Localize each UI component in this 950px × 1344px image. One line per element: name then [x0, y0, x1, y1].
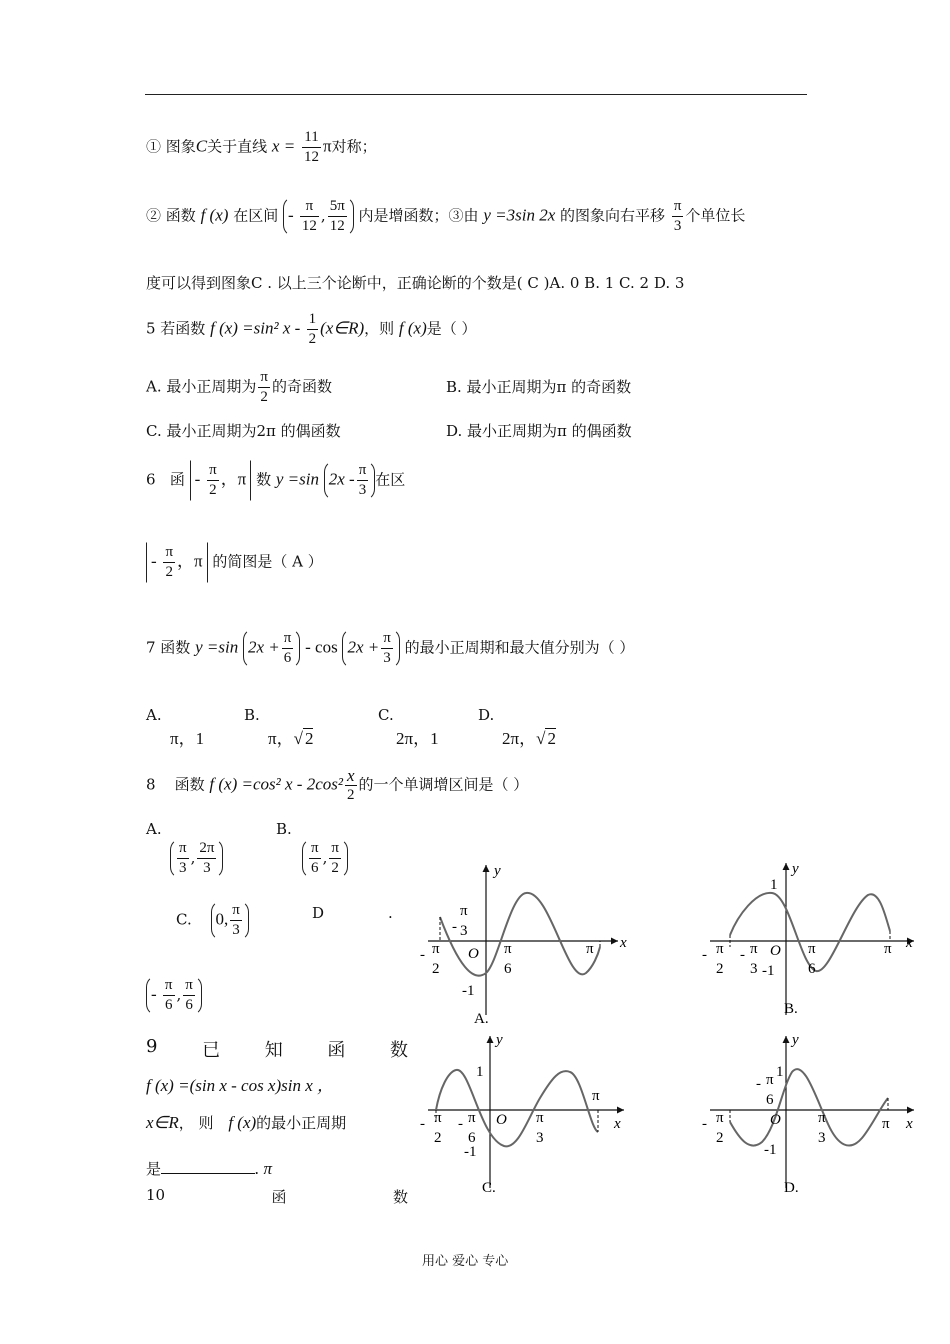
caption-c: C. [482, 1180, 496, 1196]
svg-text:3: 3 [750, 961, 758, 977]
svg-text:π: π [750, 941, 758, 957]
svg-text:x: x [906, 935, 913, 951]
question-8-option-b[interactable]: B. $\frac{\pi}{6}$ , $\frac{\pi}{2}$ [276, 820, 348, 879]
svg-text:-: - [740, 947, 745, 963]
caption-b: B. [784, 1001, 798, 1017]
question-8-option-c[interactable]: C. 0, $\frac{\pi}{3}$ [176, 900, 249, 941]
svg-text:π: π [468, 1110, 476, 1126]
svg-text:π: π [434, 1110, 442, 1126]
svg-text:y: y [792, 861, 799, 877]
question-8-option-d-label[interactable]: D [312, 904, 325, 922]
svg-text:π: π [766, 1072, 774, 1088]
svg-text:x: x [906, 1116, 913, 1132]
caption-d: D. [784, 1180, 799, 1196]
svg-text:6: 6 [468, 1130, 476, 1146]
svg-text:y: y [792, 1032, 799, 1048]
question-5-option-d[interactable]: D. 最小正周期为π 的偶函数 [446, 422, 632, 440]
svg-text:π: π [884, 941, 892, 957]
svg-text:3: 3 [818, 1130, 826, 1146]
svg-text:1: 1 [476, 1064, 484, 1080]
svg-text:-1: -1 [464, 1144, 477, 1160]
sine-curve [730, 1069, 888, 1146]
svg-text:6: 6 [504, 961, 512, 977]
svg-text:-: - [420, 947, 425, 963]
svg-text:y: y [496, 1032, 503, 1048]
svg-text:2: 2 [716, 961, 724, 977]
svg-text:-: - [452, 919, 457, 935]
svg-text:3: 3 [460, 923, 468, 939]
svg-text:-: - [458, 1116, 463, 1132]
question-8-option-a[interactable]: A. $\frac{\pi}{3}$ , $\frac{2\pi}{3}$ [146, 820, 223, 879]
svg-text:π: π [716, 941, 724, 957]
question-7-option-a[interactable]: A. π，1 [146, 706, 205, 748]
svg-text:-: - [702, 947, 707, 963]
question-5-option-a[interactable]: A. 最小正周期为 $\frac{\pi}{2}$ 的奇函数 [146, 369, 332, 405]
graph-d[interactable] [700, 1028, 920, 1198]
svg-text:O: O [770, 943, 781, 959]
svg-text:-: - [702, 1116, 707, 1132]
svg-text:2: 2 [432, 961, 440, 977]
graph-b[interactable] [700, 855, 920, 1025]
header-rule [145, 94, 807, 95]
svg-text:-1: -1 [764, 1142, 777, 1158]
svg-text:3: 3 [536, 1130, 544, 1146]
question-5-option-c[interactable]: C. 最小正周期为2π 的偶函数 [146, 422, 341, 440]
graph-c[interactable] [418, 1028, 638, 1198]
svg-text:-: - [420, 1116, 425, 1132]
question-7-option-b[interactable]: B. π，√ 2 [244, 706, 314, 748]
question-8: 8 函数 f (x) =cos² x - 2cos² $\frac{x}{2}$ 的一个单调增区间是（ ） [146, 766, 529, 803]
svg-text:x: x [614, 1116, 621, 1132]
svg-text:O: O [496, 1112, 507, 1128]
question-9-line-2: f (x) =(sin x - cos x)sin x ， [146, 1076, 335, 1095]
item-2-continuation: 度可以得到图象C . 以上三个论断中，正确论断的个数是( C )A. 0 B. 1 C. 2 D. 3 [146, 274, 685, 292]
question-10: 10 函 数 [146, 1186, 408, 1206]
svg-text:π: π [808, 941, 816, 957]
question-6: 6 函 - $\frac{\pi}{2}$ ，π 数 y =sin 2x - $\frac{\pi}{3}$ 在区 [146, 460, 405, 501]
svg-text:π: π [818, 1110, 826, 1126]
svg-text:π: π [536, 1110, 544, 1126]
item-2: ② 函数 f (x) 在区间 - $\frac{\pi}{12}$ , $\frac{5\pi}{12}$ 内是增函数；③由 y =3sin 2x 的图象向右平移 $\frac{\pi}{3}$ 个单位长 [146, 196, 745, 237]
question-9-line-4: 是 . π [146, 1159, 273, 1178]
svg-text:-1: -1 [762, 963, 775, 979]
sine-curve [730, 893, 890, 971]
question-7: 7 函数 y =sin 2x + $\frac{\pi}{6}$ - cos 2x + $\frac{\pi}{3}$ 的最小正周期和最大值分别为（ ） [146, 628, 634, 669]
svg-text:1: 1 [770, 877, 778, 893]
graph-a[interactable] [418, 855, 638, 1025]
svg-text:6: 6 [766, 1092, 774, 1108]
svg-text:π: π [716, 1110, 724, 1126]
x-label: x [620, 935, 627, 951]
svg-text:2: 2 [716, 1130, 724, 1146]
svg-text:1: 1 [776, 1064, 784, 1080]
svg-text:π: π [460, 903, 468, 919]
svg-text:π: π [882, 1116, 890, 1132]
question-5-option-b[interactable]: B. 最小正周期为π 的奇函数 [446, 378, 632, 396]
svg-text:π: π [592, 1088, 600, 1104]
svg-text:O: O [468, 946, 479, 962]
svg-text:O: O [770, 1112, 781, 1128]
item-1: ① 图象C关于直线 x = $\frac{11}{12}$ π对称； [146, 129, 377, 165]
question-8-option-d-dot: . [388, 904, 393, 922]
question-9-line-1: 9 已 知 函 数 [146, 1036, 408, 1061]
question-9-line-3: x∈R， 则 f (x)的最小正周期 [146, 1113, 347, 1132]
page-footer: 用心 爱心 专心 [422, 1254, 509, 1269]
sine-curve [436, 1070, 598, 1147]
y-label: y [494, 863, 501, 879]
svg-text:π: π [432, 941, 440, 957]
question-7-option-d[interactable]: D. 2π，√ 2 [478, 706, 556, 748]
svg-text:-1: -1 [462, 983, 475, 999]
question-6-cont: - $\frac{\pi}{2}$ ，π 的简图是（ A ） [146, 542, 323, 583]
svg-text:6: 6 [808, 961, 816, 977]
question-7-option-c[interactable]: C. 2π，1 [378, 706, 439, 748]
question-5: 5 若函数 f (x) =sin² x - $\frac{1}{2}$ (x∈R)，则 f (x)是（ ） [146, 311, 477, 347]
svg-text:-: - [756, 1076, 761, 1092]
svg-text:π: π [504, 941, 512, 957]
svg-text:π: π [586, 941, 594, 957]
question-8-option-d[interactable]: - $\frac{\pi}{6}$ , $\frac{\pi}{6}$ [146, 975, 202, 1016]
answer-blank[interactable] [161, 1159, 255, 1174]
svg-text:2: 2 [434, 1130, 442, 1146]
caption-a: A. [474, 1011, 489, 1025]
